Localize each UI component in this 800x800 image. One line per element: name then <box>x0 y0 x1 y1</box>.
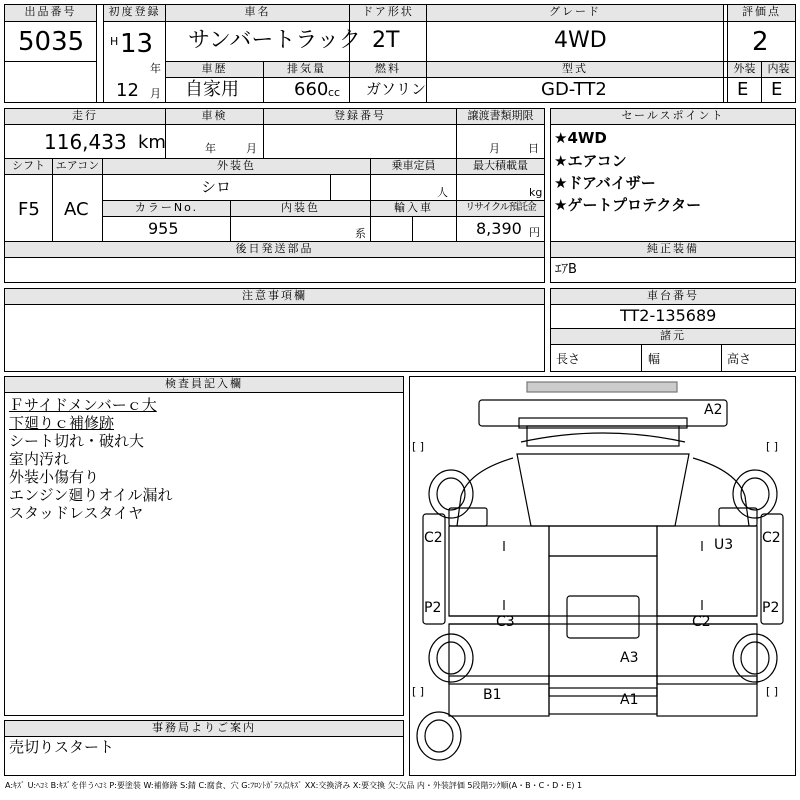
displacement-label: 排気量 <box>264 62 349 77</box>
fuel-value: ガソリン <box>366 80 427 98</box>
damage-mark: P2 <box>424 600 442 616</box>
bracket-mark: [ ] <box>412 440 425 453</box>
transfer-label: 譲渡書類期限 <box>457 109 544 124</box>
car-name-value: サンバートラック <box>188 28 361 53</box>
mileage-value: 116,433 <box>44 130 127 154</box>
capacity-label: 乗車定員 <box>371 159 456 174</box>
damage-mark: C2 <box>692 614 711 630</box>
displacement-value: 660 <box>294 79 329 100</box>
recycle-label: リサイクル預託金 <box>457 201 544 216</box>
load-unit: kg <box>529 186 543 199</box>
bracket-mark: [ ] <box>766 440 779 453</box>
inspection-month-unit: 月 <box>246 142 257 155</box>
mileage-unit: km <box>138 132 166 153</box>
office-note: 売切りスタート <box>9 738 115 756</box>
length-label: 長さ <box>556 352 581 366</box>
interior-color-label: 内装色 <box>231 201 370 216</box>
interior-label: 内装 <box>762 62 795 77</box>
selling-point-item: ★エアコン <box>554 152 627 170</box>
lot-number: 5035 <box>18 27 85 57</box>
ac-label: エアコン <box>53 159 102 174</box>
chassis-label: 車台番号 <box>551 289 795 304</box>
genuine-equipment-value: ｴｱB <box>555 262 577 277</box>
recycle-value: 8,390 <box>476 219 522 238</box>
damage-mark: B1 <box>483 687 502 703</box>
damage-mark: P2 <box>762 600 780 616</box>
model-label: 型式 <box>427 62 723 77</box>
office-label: 事務局よりご案内 <box>5 721 403 736</box>
inspector-note: 下廻りｃ補修跡 <box>9 414 115 432</box>
color-no-label: カラーNo. <box>103 201 230 216</box>
mileage-label: 走行 <box>5 109 165 124</box>
selling-point-item: ★ゲートプロテクター <box>554 196 702 214</box>
grade-value: 4WD <box>554 28 607 53</box>
reg-number-label: 登録番号 <box>264 109 456 124</box>
dimensions-label: 諸元 <box>551 329 795 344</box>
damage-mark: A2 <box>704 402 723 418</box>
lot-label: 出品番号 <box>5 5 96 21</box>
car-name-label: 車名 <box>166 5 349 21</box>
first-reg-label: 初度登録 <box>104 5 165 21</box>
inspector-note: シート切れ・破れ大 <box>9 432 145 450</box>
door-value: 2T <box>372 28 400 53</box>
color-value: シロ <box>201 178 232 196</box>
first-reg-month: 12 <box>116 80 139 101</box>
notes-label: 注意事項欄 <box>5 289 544 304</box>
inspector-label: 検査員記入欄 <box>5 377 403 392</box>
genuine-equipment-label: 純正装備 <box>551 242 795 257</box>
selling-points-label: セールスポイント <box>551 109 795 124</box>
inspector-note: 室内汚れ <box>9 450 70 468</box>
era-mark: H <box>110 35 119 48</box>
load-label: 最大積載量 <box>457 159 544 174</box>
width-label: 幅 <box>648 352 661 366</box>
history-value: 自家用 <box>185 79 239 100</box>
inspector-note: 外装小傷有り <box>9 468 100 486</box>
damage-legend: A:ｷｽﾞ U:ﾍｺﾐ B:ｷｽﾞを伴うﾍｺﾐ P:要塗装 W:補修跡 S:錆 C:腐食、穴 G:ﾌﾛﾝﾄｶﾞﾗｽ点ｷｽﾞ XX:交換済み X:要交換 欠:欠品 内・外装評価 5段階ﾗﾝｸ順(A・B・C・D・E) 1 <box>5 781 583 790</box>
fuel-label: 燃料 <box>350 62 426 77</box>
inspector-note: スタッドレスタイヤ <box>9 504 144 522</box>
first-reg-year: 13 <box>120 29 154 59</box>
transfer-month-unit: 月 <box>489 142 500 155</box>
interior-color-unit: 系 <box>355 227 366 240</box>
score-value: 2 <box>752 27 769 57</box>
capacity-unit: 人 <box>437 186 448 199</box>
exterior-grade: E <box>737 79 749 100</box>
interior-grade: E <box>771 79 783 100</box>
import-label: 輸入車 <box>371 201 456 216</box>
chassis-number: TT2-135689 <box>620 306 717 325</box>
model-value: GD-TT2 <box>541 79 607 100</box>
vehicle-outline <box>409 376 796 776</box>
door-label: ドア形状 <box>350 5 426 21</box>
color-label: 外装色 <box>103 159 370 174</box>
selling-point-item: ★4WD <box>554 129 607 147</box>
inspection-year-unit: 年 <box>205 142 216 155</box>
damage-mark: U3 <box>714 537 734 553</box>
transfer-day-unit: 日 <box>528 142 539 155</box>
grade-label: グレード <box>427 5 723 21</box>
damage-mark: C2 <box>424 530 443 546</box>
later-parts-label: 後日発送部品 <box>5 242 544 257</box>
shift-value: F5 <box>18 199 40 220</box>
damage-mark: C3 <box>496 614 515 630</box>
score-label: 評価点 <box>728 5 795 21</box>
month-unit: 月 <box>150 87 161 100</box>
year-unit: 年 <box>150 62 161 75</box>
damage-mark: C2 <box>762 530 781 546</box>
inspector-note: エンジン廻りオイル漏れ <box>9 486 173 504</box>
displacement-unit: cc <box>328 86 341 99</box>
recycle-unit: 円 <box>529 226 540 239</box>
exterior-label: 外装 <box>728 62 761 77</box>
inspector-note: Ｆサイドメンバーｃ大 <box>9 396 157 414</box>
color-no-value: 955 <box>148 219 179 238</box>
ac-value: AC <box>64 199 89 220</box>
inspection-label: 車検 <box>166 109 263 124</box>
damage-mark: A3 <box>620 650 639 666</box>
history-label: 車歴 <box>166 62 263 77</box>
height-label: 高さ <box>727 352 752 366</box>
bracket-mark: [ ] <box>766 685 779 698</box>
selling-point-item: ★ドアバイザー <box>554 174 656 192</box>
shift-label: シフト <box>5 159 52 174</box>
damage-mark: A1 <box>620 692 639 708</box>
bracket-mark: [ ] <box>412 685 425 698</box>
